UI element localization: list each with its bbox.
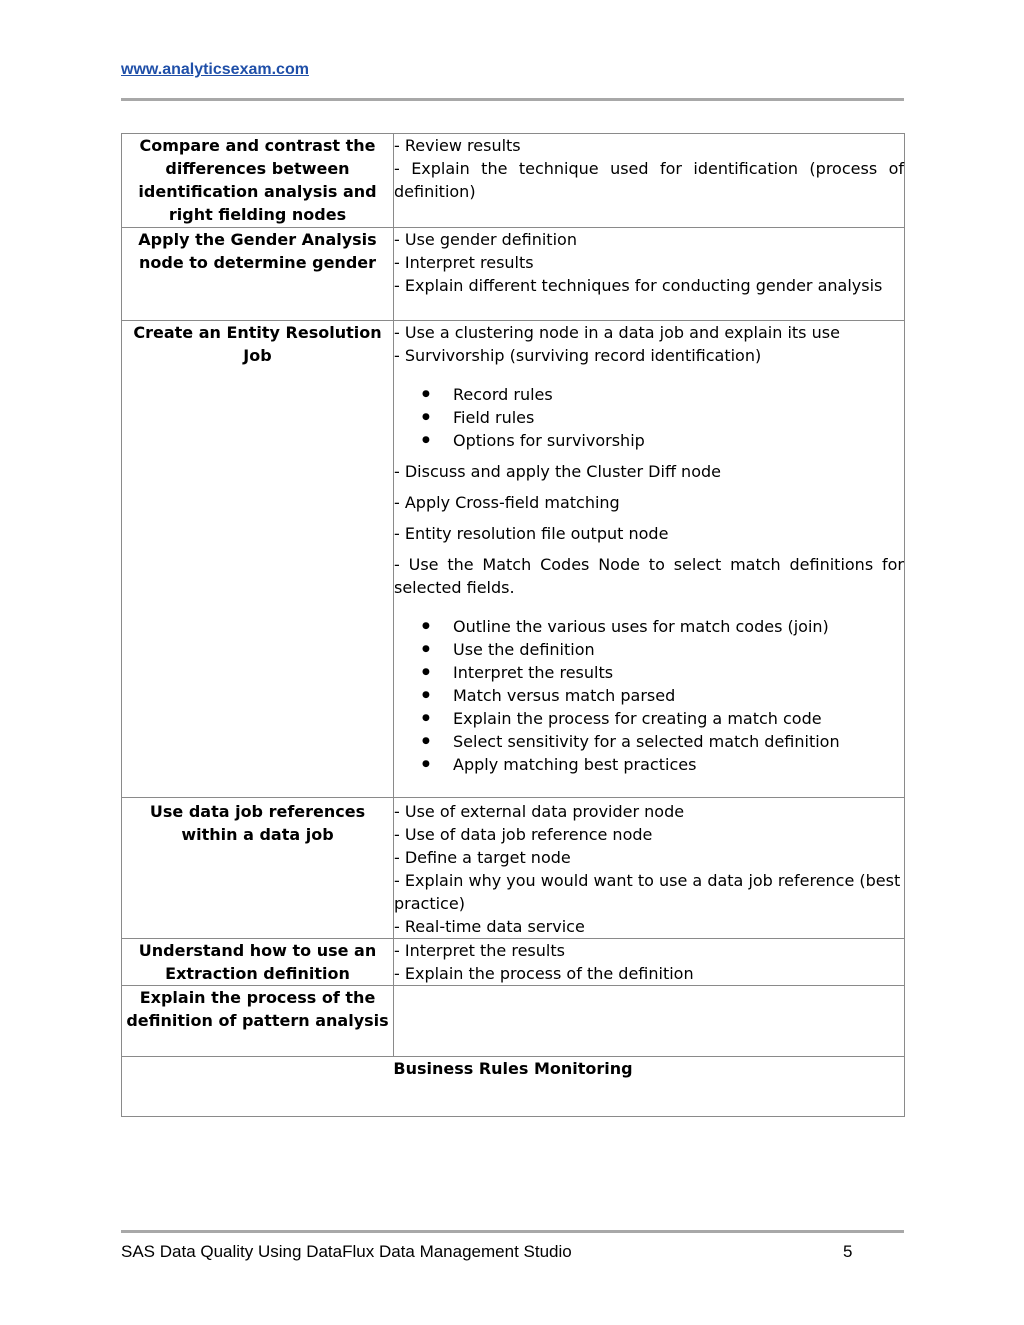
table-row	[122, 321, 905, 798]
description-cell	[394, 798, 905, 939]
description-line: - Define a target node	[394, 848, 571, 867]
description-line: - Use a clustering node in a data job and explain its use	[394, 323, 840, 342]
topic-cell: Understand how to use an Extraction definition	[122, 939, 394, 986]
list-item: ● Field rules	[453, 406, 904, 429]
description-line: - Use of data job reference node	[394, 825, 653, 844]
description-line: - Interpret the results	[394, 941, 565, 960]
list-item: ● Record rules	[453, 383, 904, 406]
table-row	[122, 939, 905, 986]
header-divider	[121, 98, 904, 101]
topic-cell: Apply the Gender Analysis node to determine gender	[122, 228, 394, 321]
survivorship-bullet-list	[394, 383, 904, 452]
description-line: - Survivorship (surviving record identification)	[394, 346, 762, 365]
exam-objectives-table	[121, 133, 905, 1117]
list-item: ● Match versus match parsed	[453, 684, 904, 707]
description-cell	[394, 228, 905, 321]
topic-cell: Use data job references within a data job	[122, 798, 394, 939]
description-line: - Explain different techniques for conducting gender analysis	[394, 276, 883, 295]
description-line: - Use gender definition	[394, 230, 577, 249]
website-link[interactable]: www.analyticsexam.com	[121, 61, 309, 78]
description-line: - Use of external data provider node	[394, 802, 685, 821]
footer-document-title: SAS Data Quality Using DataFlux Data Management Studio	[121, 1242, 572, 1261]
table-row	[122, 134, 905, 228]
list-item: ● Explain the process for creating a match code	[453, 707, 904, 730]
description-cell	[394, 321, 905, 798]
description-line: - Entity resolution file output node	[394, 524, 669, 543]
list-item: ● Outline the various uses for match codes (join)	[453, 615, 904, 638]
section-row	[122, 1057, 905, 1117]
topic-cell: Explain the process of the definition of pattern analysis	[122, 986, 394, 1057]
list-item: ● Interpret the results	[453, 661, 904, 684]
description-line: - Explain the technique used for identification (process of definition)	[394, 159, 904, 201]
table-row	[122, 986, 905, 1057]
footer-divider	[121, 1230, 904, 1233]
description-line: - Discuss and apply the Cluster Diff node	[394, 462, 721, 481]
list-item: ● Apply matching best practices	[453, 753, 904, 776]
page-number: 5	[843, 1242, 853, 1261]
description-cell-empty	[394, 986, 905, 1057]
description-line: - Real-time data service	[394, 917, 585, 936]
list-item: ● Use the definition	[453, 638, 904, 661]
list-item: ● Options for survivorship	[453, 429, 904, 452]
description-cell	[394, 939, 905, 986]
description-line: - Apply Cross-field matching	[394, 493, 620, 512]
description-line: - Use the Match Codes Node to select match definitions for selected fields.	[394, 555, 904, 597]
list-item: ● Select sensitivity for a selected match definition	[453, 730, 904, 753]
description-line: - Explain the process of the definition	[394, 964, 694, 983]
table-row	[122, 798, 905, 939]
topic-cell: Compare and contrast the differences between identification analysis and right fielding nodes	[122, 134, 394, 228]
description-line: - Explain why you would want to use a data job reference (best practice)	[394, 871, 901, 913]
description-line: - Interpret results	[394, 253, 534, 272]
section-heading: Business Rules Monitoring	[122, 1057, 905, 1117]
description-cell	[394, 134, 905, 228]
table-row	[122, 228, 905, 321]
topic-cell: Create an Entity Resolution Job	[122, 321, 394, 798]
description-line: - Review results	[394, 136, 521, 155]
match-codes-bullet-list	[394, 615, 904, 776]
